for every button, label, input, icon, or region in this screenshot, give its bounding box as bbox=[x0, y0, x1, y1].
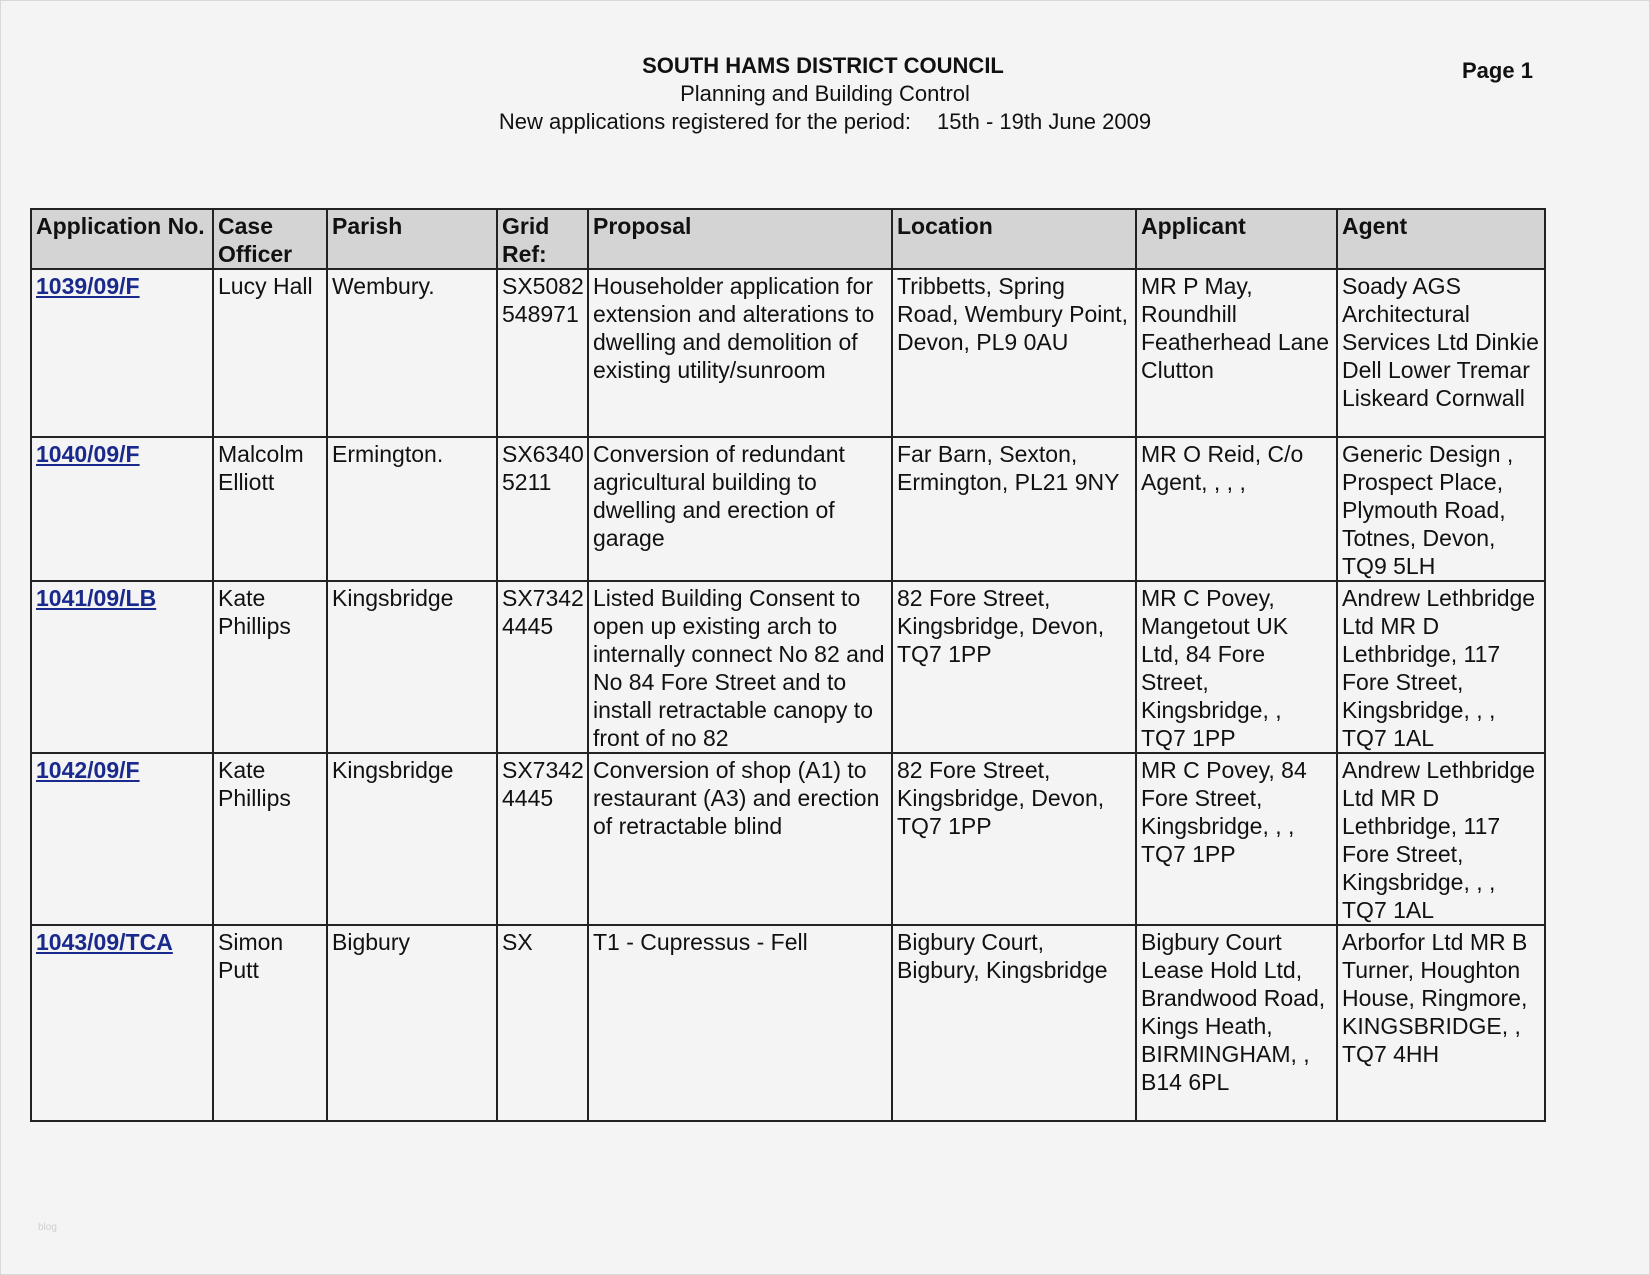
period-value: 15th - 19th June 2009 bbox=[937, 109, 1152, 134]
col-header-applicant: Applicant bbox=[1136, 209, 1337, 269]
cell-grid-ref: SX5082 548971 bbox=[497, 269, 588, 437]
cell-case-officer: Malcolm Elliott bbox=[213, 437, 327, 581]
period-line bbox=[0, 108, 1650, 136]
application-link[interactable]: 1043/09/TCA bbox=[36, 929, 173, 955]
page-number: Page 1 bbox=[1462, 58, 1533, 83]
cell-application-no bbox=[31, 437, 213, 581]
cell-grid-ref: SX bbox=[497, 925, 588, 1121]
cell-location: Tribbetts, Spring Road, Wembury Point, Devon, PL9 0AU bbox=[892, 269, 1136, 437]
cell-proposal: Householder application for extension and alterations to dwelling and demolition of existing utility/sunroom bbox=[588, 269, 892, 437]
cell-applicant: Bigbury Court Lease Hold Ltd, Brandwood Road, Kings Heath, BIRMINGHAM, , B14 6PL bbox=[1136, 925, 1337, 1121]
cell-grid-ref: SX6340 5211 bbox=[497, 437, 588, 581]
cell-application-no bbox=[31, 581, 213, 753]
watermark: blog bbox=[38, 1222, 57, 1233]
cell-parish: Kingsbridge bbox=[327, 581, 497, 753]
cell-application-no bbox=[31, 753, 213, 925]
cell-applicant: MR O Reid, C/o Agent, , , , bbox=[1136, 437, 1337, 581]
cell-agent: Andrew Lethbridge Ltd MR D Lethbridge, 117 Fore Street, Kingsbridge, , , TQ7 1AL bbox=[1337, 581, 1545, 753]
cell-proposal: Conversion of shop (A1) to restaurant (A3) and erection of retractable blind bbox=[588, 753, 892, 925]
col-header-parish: Parish bbox=[327, 209, 497, 269]
period-label: New applications registered for the period: bbox=[498, 109, 912, 134]
department-subtitle: Planning and Building Control bbox=[680, 81, 970, 106]
cell-agent: Arborfor Ltd MR B Turner, Houghton House, Ringmore, KINGSBRIDGE, , TQ7 4HH bbox=[1337, 925, 1545, 1121]
cell-applicant: MR C Povey, 84 Fore Street, Kingsbridge, , , TQ7 1PP bbox=[1136, 753, 1337, 925]
cell-agent: Andrew Lethbridge Ltd MR D Lethbridge, 117 Fore Street, Kingsbridge, , , TQ7 1AL bbox=[1337, 753, 1545, 925]
col-header-application-no: Application No. bbox=[31, 209, 213, 269]
cell-grid-ref: SX7342 4445 bbox=[497, 581, 588, 753]
cell-case-officer: Kate Phillips bbox=[213, 581, 327, 753]
table-row bbox=[31, 581, 1545, 753]
col-header-proposal: Proposal bbox=[588, 209, 892, 269]
cell-application-no bbox=[31, 269, 213, 437]
cell-case-officer: Simon Putt bbox=[213, 925, 327, 1121]
cell-agent: Soady AGS Architectural Services Ltd Dinkie Dell Lower Tremar Liskeard Cornwall bbox=[1337, 269, 1545, 437]
cell-agent: Generic Design , Prospect Place, Plymouth Road, Totnes, Devon, TQ9 5LH bbox=[1337, 437, 1545, 581]
cell-grid-ref: SX7342 4445 bbox=[497, 753, 588, 925]
application-link[interactable]: 1039/09/F bbox=[36, 273, 140, 299]
applications-table bbox=[30, 208, 1546, 1122]
col-header-agent: Agent bbox=[1337, 209, 1545, 269]
cell-proposal: T1 - Cupressus - Fell bbox=[588, 925, 892, 1121]
cell-applicant: MR P May, Roundhill Featherhead Lane Clutton bbox=[1136, 269, 1337, 437]
council-title: SOUTH HAMS DISTRICT COUNCIL bbox=[642, 53, 1004, 78]
cell-application-no bbox=[31, 925, 213, 1121]
cell-case-officer: Lucy Hall bbox=[213, 269, 327, 437]
cell-location: Far Barn, Sexton, Ermington, PL21 9NY bbox=[892, 437, 1136, 581]
cell-parish: Bigbury bbox=[327, 925, 497, 1121]
table-row bbox=[31, 437, 1545, 581]
col-header-case-officer: Case Officer bbox=[213, 209, 327, 269]
application-link[interactable]: 1041/09/LB bbox=[36, 585, 157, 611]
cell-proposal: Listed Building Consent to open up existing arch to internally connect No 82 and No 84 Fore Street and to install retractable canopy to front of no 82 bbox=[588, 581, 892, 753]
cell-parish: Wembury. bbox=[327, 269, 497, 437]
table-row bbox=[31, 925, 1545, 1121]
application-link[interactable]: 1040/09/F bbox=[36, 441, 140, 467]
application-link[interactable]: 1042/09/F bbox=[36, 757, 140, 783]
document-header bbox=[0, 52, 1650, 136]
cell-parish: Ermington. bbox=[327, 437, 497, 581]
table-row bbox=[31, 269, 1545, 437]
cell-parish: Kingsbridge bbox=[327, 753, 497, 925]
cell-applicant: MR C Povey, Mangetout UK Ltd, 84 Fore Street, Kingsbridge, , TQ7 1PP bbox=[1136, 581, 1337, 753]
cell-case-officer: Kate Phillips bbox=[213, 753, 327, 925]
cell-proposal: Conversion of redundant agricultural building to dwelling and erection of garage bbox=[588, 437, 892, 581]
table-row bbox=[31, 753, 1545, 925]
table-header-row bbox=[31, 209, 1545, 269]
col-header-location: Location bbox=[892, 209, 1136, 269]
cell-location: 82 Fore Street, Kingsbridge, Devon, TQ7 1PP bbox=[892, 753, 1136, 925]
cell-location: Bigbury Court, Bigbury, Kingsbridge bbox=[892, 925, 1136, 1121]
col-header-grid-ref: Grid Ref: bbox=[497, 209, 588, 269]
cell-location: 82 Fore Street, Kingsbridge, Devon, TQ7 1PP bbox=[892, 581, 1136, 753]
